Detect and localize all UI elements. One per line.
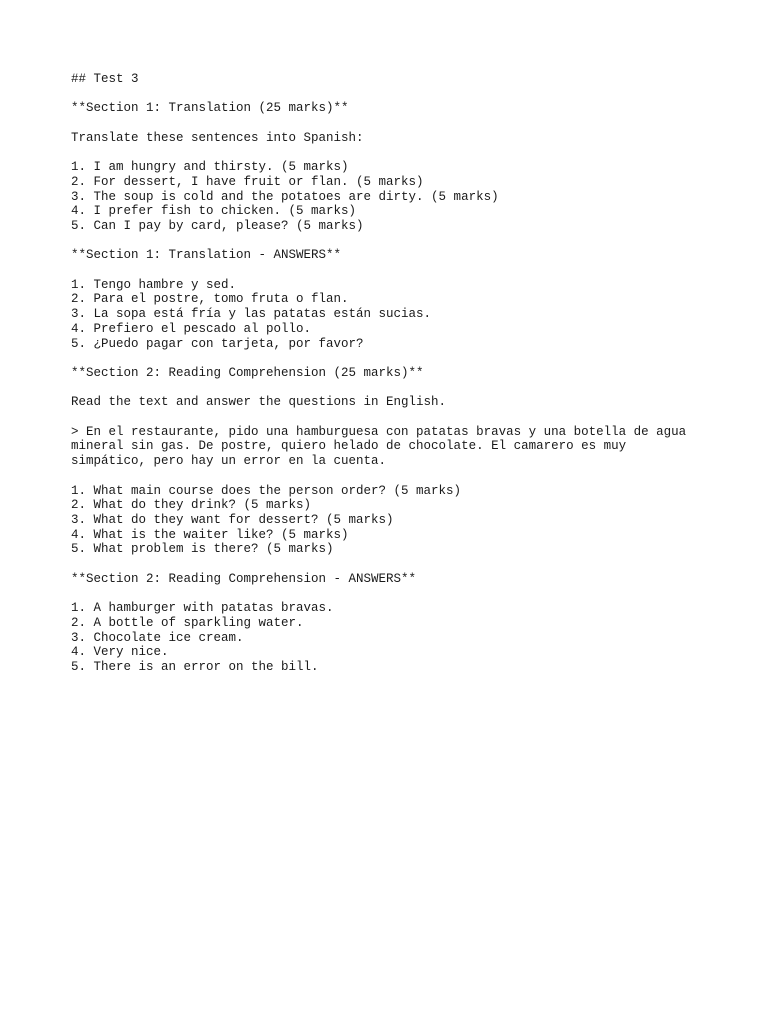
section-2-instruction: Read the text and answer the questions in English. bbox=[71, 395, 447, 410]
section-2-question: 4. What is the waiter like? (5 marks) bbox=[71, 527, 349, 542]
section-1-question: 5. Can I pay by card, please? (5 marks) bbox=[71, 218, 364, 233]
section-1-answer: 4. Prefiero el pescado al pollo. bbox=[71, 321, 312, 336]
section-2-answer: 3. Chocolate ice cream. bbox=[71, 630, 244, 645]
section-2-question: 3. What do they want for dessert? (5 marks) bbox=[71, 512, 394, 527]
section-1-question: 4. I prefer fish to chicken. (5 marks) bbox=[71, 204, 357, 219]
section-1-answers-heading: **Section 1: Translation - ANSWERS** bbox=[71, 248, 342, 263]
section-1-instruction: Translate these sentences into Spanish: bbox=[71, 130, 364, 145]
reading-passage-line: > En el restaurante, pido una hamburguesa con patatas bravas y una botella de agua bbox=[71, 424, 687, 439]
section-2-question: 2. What do they drink? (5 marks) bbox=[71, 498, 312, 513]
section-1-answer: 2. Para el postre, tomo fruta o flan. bbox=[71, 292, 349, 307]
section-1-question: 3. The soup is cold and the potatoes are dirty. (5 marks) bbox=[71, 189, 499, 204]
document-title: ## Test 3 bbox=[71, 72, 139, 86]
section-1-heading: **Section 1: Translation (25 marks)** bbox=[71, 101, 349, 116]
section-2-answer: 5. There is an error on the bill. bbox=[71, 659, 319, 674]
document-page bbox=[71, 72, 751, 675]
section-2-answer: 1. A hamburger with patatas bravas. bbox=[71, 601, 334, 616]
section-2-answer: 2. A bottle of sparkling water. bbox=[71, 615, 304, 630]
section-2-question: 1. What main course does the person order? (5 marks) bbox=[71, 483, 462, 498]
reading-passage-line: mineral sin gas. De postre, quiero helado de chocolate. El camarero es muy bbox=[71, 439, 627, 454]
section-1-answer: 1. Tengo hambre y sed. bbox=[71, 277, 237, 292]
section-2-question: 5. What problem is there? (5 marks) bbox=[71, 542, 334, 557]
section-2-answer: 4. Very nice. bbox=[71, 645, 169, 660]
section-1-question: 1. I am hungry and thirsty. (5 marks) bbox=[71, 160, 349, 175]
section-2-answers-heading: **Section 2: Reading Comprehension - ANSWERS** bbox=[71, 571, 417, 586]
section-1-answer: 3. La sopa está fría y las patatas están sucias. bbox=[71, 307, 432, 322]
section-2-heading: **Section 2: Reading Comprehension (25 marks)** bbox=[71, 365, 424, 380]
reading-passage-line: simpático, pero hay un error en la cuenta. bbox=[71, 454, 387, 469]
section-1-question: 2. For dessert, I have fruit or flan. (5 marks) bbox=[71, 174, 424, 189]
section-1-answer: 5. ¿Puedo pagar con tarjeta, por favor? bbox=[71, 336, 364, 351]
